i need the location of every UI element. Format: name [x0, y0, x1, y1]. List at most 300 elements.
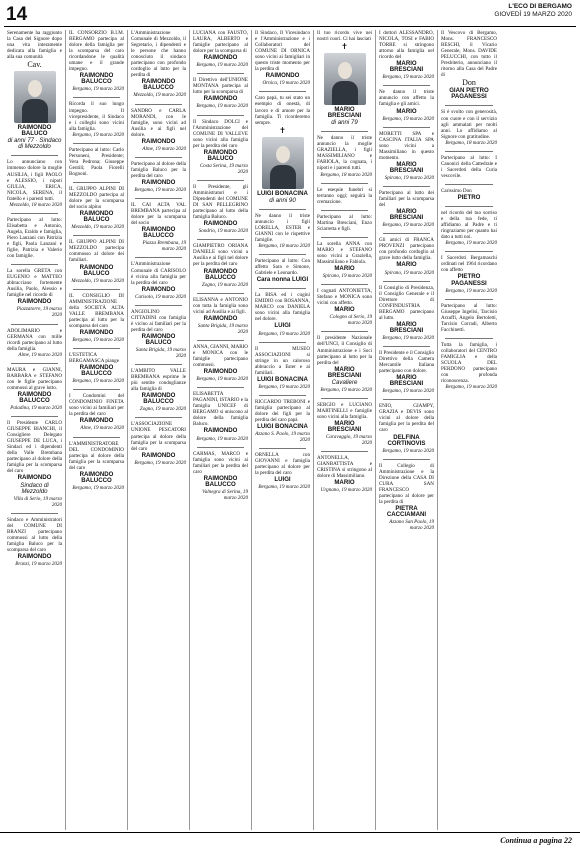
notice-divider [73, 289, 120, 290]
notice-divider [197, 387, 244, 388]
notice-text: Il Consiglio di Presidenza, il Consiglio Generale e il Direttore di CONFINDUSTRIA BERGAMO partecipano al lutto. [379, 284, 434, 321]
notice-text: RICCARDO TREBONI e famiglia partecipano al dolore dei figli per la perdita del caro papà [255, 398, 310, 424]
notice-text: nel ricordo del tuo sorriso e della tua fede, ti affidiamo al Padre e ti ringraziamo per quanto hai dato a tutti noi. [441, 210, 497, 241]
notice-place-date: Caravaggio, 19 marzo 2020 [326, 434, 372, 447]
deceased-name: RAIMONDO BALUCCO [79, 470, 114, 484]
obituary-notice [193, 77, 248, 109]
issue-date: GIOVEDÌ 19 MARZO 2020 [494, 11, 572, 18]
notice-text: ANTONELLA, GIANBATTISTA e CRISTINA si stringono al dolore di Massimiliano. [317, 455, 372, 480]
deceased-name: RAIMONDO BALUCCO [79, 364, 114, 378]
notice-place-date: Mezzoldo, 19 marzo 2020 [71, 277, 124, 284]
notice-text: Il Presidente, gli Amministratori e i Dipendenti del COMUNE DI SAN PELLEGRINO partecipano al lutto della famiglia Baluco. [193, 183, 248, 221]
notice-divider [197, 180, 244, 181]
notice-subtitle: Sindaco di Mezzoldo [20, 481, 49, 495]
obituary-notice [441, 255, 497, 293]
notice-divider [11, 264, 58, 265]
notice-text: ANGIOLINO CITTADINI con famiglia è vicino ai familiari per la perdita del caro [131, 308, 186, 333]
deceased-name: RAIMONDO [203, 220, 238, 228]
notice-divider [445, 251, 493, 252]
deceased-name: Cara nonna LUIGI [256, 276, 309, 284]
notice-text: I dottori ALESSANDRO, NICOLA, TOSI e FABIO TORRE si stringono attorno alla famiglia nel ricordo del [379, 30, 434, 61]
notice-divider [73, 235, 120, 236]
notice-text: IL GRUPPO ALPINI DI MEZZOLDO partecipa commosso al dolore dei familiari. [69, 239, 124, 264]
deceased-name: DELFINA CORTINOVIS [387, 433, 426, 447]
deceased-name: RAIMONDO [203, 368, 238, 376]
notice-divider [11, 513, 58, 514]
notice-text: IL CAI ALTA VAL BREMBANA partecipa al dolore per la scomparsa del socio [131, 202, 186, 227]
notice-place-date: Bergamo, 19 marzo 2020 [72, 131, 124, 138]
deceased-name: MARIO BRESCIANI [389, 374, 424, 388]
obituary-notice [193, 297, 248, 335]
obituary-notice [255, 95, 310, 203]
obituary-notice [131, 261, 186, 299]
notice-subtitle: di anni 79 [331, 119, 358, 127]
obituary-notice [69, 30, 124, 92]
obituary-notice [317, 187, 372, 205]
notice-place-date: Ornica, 19 marzo 2020 [262, 80, 310, 87]
notice-place-date: Bergamo, 18 marzo 2020 [320, 171, 372, 178]
notice-text: ORNELLA con GIOVANNI e famiglia partecipano al dolore per la perdita del caro [255, 452, 310, 477]
notice-text: La sorella GRETA con EUGENIO e MATTEO abbracciano fortemente Ausilia, Paolo, Alessio e famiglie nel ricordo di [7, 268, 62, 299]
notice-text: ADOLIMARIO e GERMANA con mille ricordi partecipano al lutto della famiglia. [7, 327, 62, 352]
notice-place-date: Santa Brigida, 19 marzo 2020 [135, 347, 186, 360]
notice-title: ✝ [279, 125, 286, 135]
notice-place-date: Piazzatorre, 19 marzo 2020 [16, 306, 62, 319]
notice-title: Cav. [27, 60, 42, 70]
obituary-notice [131, 108, 186, 152]
obituary-notice [7, 420, 62, 508]
obituary-notice [7, 30, 62, 150]
notice-place-date: Azzano San Paolo, 19 marzo 2020 [389, 519, 434, 532]
obituary-notice [193, 30, 248, 68]
notice-divider [259, 448, 306, 449]
deceased-name: LUIGI BONACINA [257, 423, 308, 431]
notice-divider [445, 206, 493, 207]
notice-text: MAURA e GIANNI, BARBARA e STEFANO con le figlie partecipano commossi al grave lutto. [7, 366, 62, 391]
notice-text: IL CONSIGLIO DI AMMINISTRAZIONE della SOCIETÀ ALTA VALLE BREMBANA partecipa al lutto per la scomparsa del caro [69, 292, 124, 329]
obituary-notice [379, 285, 434, 341]
deceased-name: RAIMONDO [79, 417, 114, 425]
obituary-notice [255, 292, 310, 336]
page-header [0, 0, 580, 30]
notice-text: Sindaco e Amministratori del COMUNE DI BRANZI partecipano commossi al lutto della famiglia Baluco per la scomparsa del caro [7, 516, 62, 553]
notice-text: I Sacerdoti Bergamaschi ordinati nel 1964 ricordano con affetto [441, 255, 497, 274]
deceased-name: MARIO BRESCIANI [389, 160, 424, 174]
obituary-notice [131, 202, 186, 252]
obituary-notice [441, 155, 497, 179]
notice-divider [321, 131, 368, 132]
notice-text: Partecipano al lutto: I Canonici della Cattedrale e i Sacerdoti della Curia vescovile. [441, 154, 497, 179]
notice-place-date: Bergamo, 19 marzo 2020 [258, 330, 310, 337]
deceased-name: RAIMONDO [141, 137, 176, 145]
notice-text: ANNA, GIANNI, MARIO e MONICA con le famiglie partecipano commossi. [193, 343, 248, 369]
notice-divider [11, 363, 58, 364]
deceased-name: MARIO BRESCIANI [389, 320, 424, 334]
notice-divider [383, 186, 430, 187]
notice-text: Partecipano al lutto: Martina Bresciani, Enzo Sciarretta e figli. [317, 213, 372, 232]
notice-text: LUCIANA con FAUSTO, LAURA, ALBERTO e famiglie partecipano al dolore per la scomparsa di [193, 30, 248, 55]
notice-place-date: Mezzoldo, 18 marzo 2020 [9, 201, 62, 208]
obituary-notice [7, 159, 62, 207]
notice-divider [383, 346, 430, 347]
notice-divider [259, 288, 306, 289]
notice-text: Il MUSEO ASSOCIAZIONI si stringe in un caloroso abbraccio a Ester e ai familiari. [255, 345, 310, 376]
notice-divider [321, 331, 368, 332]
column-8 [438, 30, 500, 830]
obituary-notice [441, 30, 497, 100]
notice-place-date: Cologno al Serio, 19 marzo 2020 [329, 314, 372, 327]
notice-place-date: Carisolo, 19 marzo 2020 [135, 293, 186, 300]
notice-text: Carissimo Don [441, 187, 472, 194]
obituary-notice [69, 186, 124, 230]
deceased-name: RAIMONDO [203, 95, 238, 103]
obituary-notice [193, 451, 248, 501]
notice-text: SERGIO e LUCIANO MARTINELLI e famiglie sono vicini alla famiglia. [317, 401, 372, 420]
notice-place-date: Zogno, 19 marzo 2020 [139, 406, 186, 413]
portrait-photo [14, 71, 56, 123]
notice-divider [321, 210, 368, 211]
continue-note: Continua a pagina 22 [500, 836, 572, 845]
notice-place-date: Branzi, 19 marzo 2020 [15, 561, 62, 568]
notice-place-date: Bergamo, 18 marzo 2020 [258, 242, 310, 249]
obituary-notice [69, 239, 124, 283]
notice-place-date: Spirano, 19 marzo 2020 [322, 273, 372, 280]
notice-subtitle: di anni 90 [269, 196, 296, 204]
column-2 [66, 30, 128, 830]
obituary-notice [379, 89, 434, 121]
deceased-name: RAIMONDO BALUCCO [141, 392, 176, 406]
notice-text: GIAMPIETRO ORIANA DANIELE sono vicini a Ausilia e ai figli nel dolore per la perdita del caro [193, 243, 248, 268]
notice-text: Partecipano al lutto: Con affetto Sara e Simone, Gabriele e Leonardo. [255, 258, 310, 277]
deceased-name: MARIO BRESCIANI [327, 106, 362, 120]
notice-divider [259, 91, 306, 92]
obituary-notice [441, 188, 497, 201]
notice-text: L'ASSOCIAZIONE UNIONE PESCATORI partecipa al dolore della famiglia per la scomparsa del caro [131, 421, 186, 452]
notice-divider [445, 151, 493, 152]
obituary-notice [317, 214, 372, 232]
notice-divider [321, 183, 368, 184]
obituary-notice [7, 268, 62, 318]
portrait-photo [324, 53, 366, 105]
notice-divider [135, 364, 182, 365]
notice-place-date: Bergamo, 19 marzo 2020 [382, 222, 434, 229]
obituary-notice [69, 441, 124, 491]
notice-divider [259, 209, 306, 210]
notice-place-date: Mezzoldo, 19 marzo 2020 [133, 92, 186, 99]
notice-text: I Condomini del CONDOMINIO FINETA sono vicini ai familiari per la perdita del caro [69, 393, 124, 418]
notice-text: Il Presidente e il Consiglio Direttivo della Camera Mercantile Italiana partecipano con dolore. [379, 349, 434, 375]
deceased-name: RAIMONDO [17, 474, 52, 482]
notice-subtitle: di anni 77 · Sindaco di Mezzoldo [7, 137, 62, 151]
obituary-notice [69, 101, 124, 137]
notice-text: IL GRUPPO ALPINI DI MEZZOLDO partecipa al dolore per la scomparsa del socio alpino [69, 185, 124, 211]
notice-divider [11, 155, 58, 156]
deceased-name: MARIO [334, 306, 355, 314]
notice-text: L'AMMINISTRATORE DEL CONDOMINIO partecipa al dolore della famiglia per la scomparsa del caro [69, 440, 124, 471]
deceased-name: RAIMONDO BALUCO [17, 124, 52, 138]
notice-divider [73, 143, 120, 144]
notice-place-date: Bergamo, 19 marzo 2020 [445, 287, 497, 294]
notice-divider [383, 85, 430, 86]
deceased-name: RAIMONDO [265, 72, 300, 80]
obituary-notice [317, 402, 372, 446]
notice-divider [135, 417, 182, 418]
deceased-name: LUIGI [274, 476, 291, 484]
notice-text: Tutta la famiglia, i collaboratori del CENTRO FAMIGLIA e della SCUOLA DEL PERDONO partecipano con profonda riconoscenza. [441, 341, 497, 385]
notice-place-date: Alme, 19 marzo 2020 [80, 425, 124, 432]
notice-divider [383, 233, 430, 234]
notice-text: Partecipano al lutto: Carlo Personeni, Presidente; Vera Pedrona; Giuseppe Gentili; Paola Fiorelli Bognoni. [69, 146, 124, 177]
notice-divider [259, 254, 306, 255]
notice-place-date: Azzano S. Paolo, 19 marzo 2020 [255, 431, 310, 444]
notice-divider [197, 293, 244, 294]
notice-place-date: Bergamo, 19 marzo 2020 [445, 384, 497, 391]
notice-text: Il Direttivo dell'UNIONE MONTANA partecipa al lutto per la scomparsa di [193, 77, 248, 96]
obituary-notice [379, 237, 434, 275]
deceased-name: MARIO [396, 107, 417, 115]
notice-place-date: Alme, 19 marzo 2020 [142, 145, 186, 152]
newspaper-name: L'ECO DI BERGAMO [508, 3, 572, 10]
notice-divider [445, 184, 493, 185]
notice-divider [73, 97, 120, 98]
notice-place-date: Bergamo, 19 marzo 2020 [382, 388, 434, 395]
notice-place-date: Spirano, 19 marzo 2020 [384, 269, 434, 276]
obituary-notice [379, 131, 434, 181]
deceased-name: LUIGI BONACINA [257, 375, 308, 383]
obituary-notice [441, 210, 497, 246]
column-1 [4, 30, 66, 830]
obituary-notice [69, 393, 124, 431]
notice-divider [73, 182, 120, 183]
deceased-name: RAIMONDO [79, 328, 114, 336]
obituary-notice [193, 391, 248, 441]
notice-divider [11, 416, 58, 417]
deceased-name: RAIMONDO [17, 298, 52, 306]
notice-place-date: Bergamo, 19 marzo 2020 [196, 435, 248, 442]
obituary-notice [441, 342, 497, 390]
deceased-name: RAIMONDO BALUCCO [79, 72, 114, 86]
notice-place-date: Bergamo, 19 marzo 2020 [445, 240, 497, 247]
column-7 [376, 30, 438, 830]
notice-text: Il Vescovo di Bergamo, Mons. FRANCESCO BESCHI, il Vicario Generale, Mons. DAVIDE PELUCCHI, con tutto il Presbiterio, annunciano il ritorno alla Casa del Padre di [441, 30, 497, 79]
notice-text: Si è svolto con generosità, con cuore e con il servizio agli ammalati per molti anni. Lo affidiamo al Signore con gratitudine. [441, 109, 497, 140]
notice-text: Lo annunciano con immenso dolore la moglie AUSILIA, i figli PAOLO e ALESSIO, i nipoti GIULIA, ERICA, NICOLA, SERENA, il fratello e i parenti tutti. [7, 159, 62, 202]
notice-place-date: Villa di Serio, 19 marzo 2020 [13, 495, 62, 508]
notice-text: Serenamente ha raggiunto la Casa del Signore dopo una vita interamente dedicata alla famiglia e alla sua comunità [7, 30, 62, 61]
obituary-notice [441, 109, 497, 145]
obituary-notice [193, 344, 248, 382]
notice-place-date: Piazza Brembana, 19 marzo 2020 [142, 240, 186, 253]
notice-divider [383, 399, 430, 400]
notice-divider [135, 104, 182, 105]
page-number: 14 [6, 4, 28, 25]
notice-place-date: Bergamo, 19 marzo 2020 [382, 115, 434, 122]
notice-place-date: Bergamo, 19 marzo 2020 [258, 383, 310, 390]
notice-place-date: Bergamo, 19 marzo 2020 [134, 187, 186, 194]
notice-divider [197, 447, 244, 448]
deceased-name: RAIMONDO BALUCO [79, 210, 114, 224]
deceased-name: RAIMONDO [141, 451, 176, 459]
notice-place-date: Bergamo, 19 marzo 2020 [382, 74, 434, 81]
header-rule [4, 26, 576, 27]
notice-divider [383, 459, 430, 460]
deceased-name: MARIO [396, 261, 417, 269]
deceased-name: MARIO [334, 265, 355, 273]
notice-text: Ne danno il triste annuncio i figli LORELLA, ESTER e GIANNI con le rispettive famiglie. [255, 212, 310, 243]
notice-divider [11, 324, 58, 325]
notice-place-date: Mezzoldo, 19 marzo 2020 [71, 224, 124, 231]
obituary-notice [255, 213, 310, 249]
obituary-notice [7, 217, 62, 259]
deceased-name: PIETRO PAGANESSI [451, 273, 487, 287]
notice-place-date: Zogno, 19 marzo 2020 [201, 281, 248, 288]
notice-place-date: Spirano, 19 marzo 2020 [384, 174, 434, 181]
notice-place-date: Bergamo, 19 marzo 2020 [196, 103, 248, 110]
obituary-notice [441, 303, 497, 333]
deceased-name: RAIMONDO [203, 314, 238, 322]
obituary-notice [193, 184, 248, 234]
obituary-notice [7, 328, 62, 358]
obituary-notice [255, 346, 310, 390]
notice-place-date: Costa Serina, 19 marzo 2020 [199, 162, 248, 175]
deceased-name: LUIGI BONACINA [257, 189, 308, 197]
notice-place-date: Bergamo, 19 marzo 2020 [382, 334, 434, 341]
obituary-notice [379, 30, 434, 80]
obituary-notice [69, 352, 124, 384]
column-5 [252, 30, 314, 830]
obituary-notice [7, 517, 62, 567]
notice-divider [383, 281, 430, 282]
notice-divider [73, 389, 120, 390]
notice-text: I cognati ANTONIETTA, Stefano e MONICA sono vicini con affetto. [317, 288, 372, 307]
obituary-columns [4, 30, 576, 830]
notice-text: Ne danno il triste annuncio la moglie GRAZIELLA, i figli MASSIMILIANO e FABIOLA, la cognata, i nipoti e i parenti tutti. [317, 135, 372, 172]
obituary-notice [7, 367, 62, 411]
notice-place-date: Bergamo, 19 marzo 2020 [196, 62, 248, 69]
deceased-name: RAIMONDO [141, 178, 176, 186]
notice-text: Caro papà, tu sei stato un esempio di onestà, di lavoro e di amore per la famiglia. Ti ricorderemo sempre. [255, 95, 310, 126]
notice-divider [445, 299, 493, 300]
notice-divider [321, 284, 368, 285]
notice-text: SANDRO e CARLA MORANDI, con le famiglie, sono vicini ad Ausilia e ai figli nel dolore. [131, 107, 186, 138]
obituary-notice [317, 241, 372, 279]
notice-divider [197, 73, 244, 74]
deceased-name: MARIO BRESCIANI [327, 419, 362, 434]
notice-divider [321, 398, 368, 399]
deceased-name: PIETRA CACCIAMANI [386, 505, 427, 519]
notice-place-date: Bergamo, 19 marzo 2020 [258, 484, 310, 491]
obituary-notice [131, 309, 186, 359]
notice-text: ELISANNA e ANTONIO con tutta la famiglia sono vicini ad Ausilia e ai figli. [193, 296, 248, 315]
obituary-notice [131, 30, 186, 99]
deceased-name: RAIMONDO BALUCO [79, 263, 114, 277]
deceased-name: RAIMONDO [17, 553, 52, 560]
deceased-name: RAIMONDO [141, 285, 176, 293]
notice-text: Il Collegio di Amministrazione e la Direzione della CASA DI CURA SAN FRANCESCO partecipano al dolore per la perdita di [379, 462, 434, 505]
obituary-notice [69, 293, 124, 343]
notice-divider [135, 157, 182, 158]
notice-text: Ne danno il triste annuncio con affetto la famiglia e gli amici. [379, 89, 434, 108]
deceased-name: LUIGI [274, 322, 291, 330]
obituary-notice [317, 30, 372, 126]
notice-text: ELISABETTA PAGANINI, ISTARIO e la famiglia UNICEF di BERGAMO si uniscono al dolore della famiglia Baluco. [193, 391, 248, 428]
notice-text: Partecipano al dolore della famiglia Baluco per la perdita del caro [131, 160, 186, 179]
deceased-name: GIAN PIETRO PAGANESSI [449, 87, 489, 101]
obituary-notice [193, 119, 248, 175]
column-6 [314, 30, 376, 830]
notice-divider [135, 257, 182, 258]
notice-divider [197, 340, 244, 341]
obituary-notice [69, 147, 124, 177]
notice-divider [197, 239, 244, 240]
notice-text: Gli amici di FRANCA PROVENZI partecipano con profondo cordoglio al grave lutto della famiglia. [379, 237, 434, 262]
obituary-notice [255, 452, 310, 490]
obituary-notice [131, 421, 186, 465]
obituary-notice [131, 368, 186, 412]
notice-text: CARMAS, MARCO e famiglia sono vicini ai familiari per la perdita del caro [193, 450, 248, 475]
notice-text: L'Amministrazione Comunale di Mezzoldo, il Segretario, i dipendenti e le persone che hanno conosciuto il sindaco partecipano con profondo cordoglio al lutto per la perdita di [131, 30, 186, 79]
notice-text: L'Amministrazione Comunale di CARISOLO è vicina alla famiglia per la perdita del caro [131, 261, 186, 286]
notice-divider [73, 437, 120, 438]
obituary-notice [131, 161, 186, 193]
deceased-name: RAIMONDO BALUCCO [203, 267, 238, 281]
obituary-notice [317, 135, 372, 177]
obituary-notice [379, 463, 434, 532]
deceased-name: MARIO BRESCIANI [389, 60, 424, 74]
notice-text: La sorella ANNA con MARIO e STEFANO sono vicini a Graziella, Massimiliano e Fabiola. [317, 240, 372, 265]
notice-title: ✝ [341, 42, 348, 52]
notice-text: Il Sindaco, Il Vicesindaco e l'Amministrazione e i Collaboratori del COMUNE DI ORNICA sono vicini ai famigliari in questo triste momento per la perdita di [255, 30, 310, 73]
notice-place-date: Bergamo, 19 marzo 2020 [320, 386, 372, 393]
deceased-name: MARIO [334, 479, 355, 487]
notice-divider [197, 115, 244, 116]
notice-text: Partecipano al lutto dei familiari per la scomparsa del [379, 189, 434, 209]
deceased-name: RAIMONDO BALUCCO [17, 390, 52, 404]
obituary-notice [255, 258, 310, 283]
obituary-notice [255, 30, 310, 86]
deceased-name: RAIMONDO [203, 54, 238, 62]
column-3 [128, 30, 190, 830]
notice-place-date: Bergamo, 19 marzo 2020 [196, 376, 248, 383]
notice-place-date: Bergamo, 19 marzo 2020 [134, 459, 186, 466]
notice-text: L'ESTETICA BERGAMASCA piange [69, 352, 119, 365]
obituary-notice [193, 243, 248, 287]
notice-place-date: Bergamo, 19 marzo 2020 [382, 447, 434, 454]
notice-text: Ricorda il suo lungo impegno. Il vicepresidente, il Sindaco e i colleghi sono vicini alla famiglia. [69, 101, 124, 132]
deceased-name: RAIMONDO BALUCO [141, 332, 176, 346]
deceased-name: RAIMONDO BALUCCO [141, 226, 176, 240]
obituary-notice [317, 455, 372, 493]
notice-divider [11, 213, 58, 214]
notice-place-date: Paladina, 19 marzo 2020 [10, 405, 62, 412]
notice-divider [259, 342, 306, 343]
notice-place-date: Sondrio, 19 marzo 2020 [198, 228, 248, 235]
notice-text: La BISA ed i cugini EMIDIO con ROSANNA, MARCO con DANIELA sono vicini alla famiglia nel dolore. [255, 292, 310, 323]
portrait-photo [262, 137, 304, 189]
notice-divider [445, 105, 493, 106]
masthead [494, 3, 572, 19]
notice-text: L'AMBITO VALLE BREMBANA esprime le più sentite condoglianze alla famiglia di [131, 368, 186, 393]
notice-place-date: Bergamo, 19 marzo 2020 [72, 336, 124, 343]
notice-text: ENIO, GIAMPY, GRAZIA e DEVIS sono vicini al dolore della famiglia per la perdita del caro [379, 403, 434, 434]
obituary-notice [317, 335, 372, 392]
notice-divider [383, 127, 430, 128]
notice-text: Partecipano al lutto: Giuseppe Ingelisi, Tarcisio Arzuffi, Angelo Bertoletti, Tarcisio Corradi, Alberto Facchinetti. [441, 302, 497, 333]
notice-text: Partecipano al lutto: Elisabetta e Antonio, Angela, Eraldo e famiglia, Piero Lanzani con Patrizia e figli, Paola Lanzani e figlie, Patrizia e Valerio con famiglie. [7, 216, 62, 260]
notice-divider [321, 451, 368, 452]
obituary-notice [379, 190, 434, 228]
notice-text: IL CONSORZIO B.I.M. BERGAMO partecipa al dolore della famiglia per la scomparsa del caro ricordandone le qualità umane e il grande impegno. [69, 30, 124, 73]
